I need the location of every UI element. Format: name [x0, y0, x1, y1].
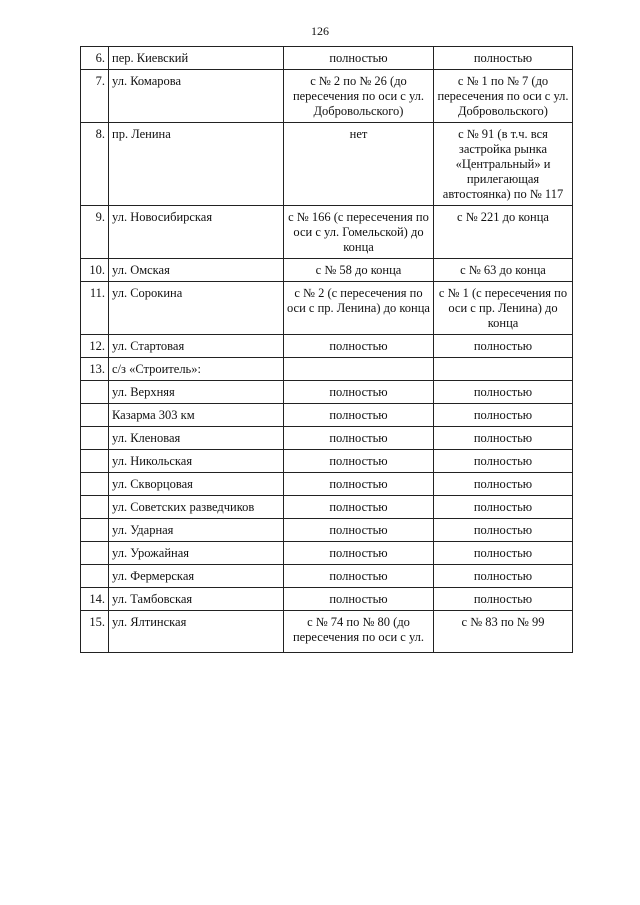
- streets-table: [80, 46, 573, 653]
- odd-side: с № 221 до конца: [434, 206, 573, 259]
- odd-side: полностью: [434, 450, 573, 473]
- table-row: [81, 427, 573, 450]
- table-row: [81, 123, 573, 206]
- row-number: [81, 473, 109, 496]
- odd-side: полностью: [434, 473, 573, 496]
- even-side: полностью: [284, 473, 434, 496]
- table-row: [81, 473, 573, 496]
- row-number: 9.: [81, 206, 109, 259]
- row-number: [81, 542, 109, 565]
- street-name: ул. Сорокина: [109, 282, 284, 335]
- odd-side: полностью: [434, 496, 573, 519]
- even-side: полностью: [284, 565, 434, 588]
- even-side: полностью: [284, 404, 434, 427]
- row-number: 8.: [81, 123, 109, 206]
- street-name: с/з «Строитель»:: [109, 358, 284, 381]
- table-row: [81, 70, 573, 123]
- even-side: с № 166 (с пересечения по оси с ул. Гомельской) до конца: [284, 206, 434, 259]
- odd-side: полностью: [434, 519, 573, 542]
- table-row: [81, 565, 573, 588]
- row-number: 10.: [81, 259, 109, 282]
- street-name: пер. Киевский: [109, 47, 284, 70]
- odd-side: полностью: [434, 47, 573, 70]
- even-side: полностью: [284, 47, 434, 70]
- street-name: ул. Урожайная: [109, 542, 284, 565]
- row-number: [81, 519, 109, 542]
- odd-side: с № 83 по № 99: [434, 611, 573, 653]
- row-number: [81, 450, 109, 473]
- even-side: с № 2 по № 26 (до пересечения по оси с ул. Добровольского): [284, 70, 434, 123]
- street-name: ул. Скворцовая: [109, 473, 284, 496]
- street-name: ул. Фермерская: [109, 565, 284, 588]
- table-row: [81, 496, 573, 519]
- table-row: [81, 611, 573, 653]
- table-row: [81, 259, 573, 282]
- odd-side: полностью: [434, 404, 573, 427]
- table-row: [81, 47, 573, 70]
- even-side: полностью: [284, 427, 434, 450]
- even-side: полностью: [284, 542, 434, 565]
- odd-side: с № 1 по № 7 (до пересечения по оси с ул. Добровольского): [434, 70, 573, 123]
- street-name: ул. Советских разведчиков: [109, 496, 284, 519]
- even-side: полностью: [284, 588, 434, 611]
- even-side: полностью: [284, 450, 434, 473]
- even-side: полностью: [284, 335, 434, 358]
- odd-side: с № 1 (с пересечения по оси с пр. Ленина) до конца: [434, 282, 573, 335]
- even-side: с № 58 до конца: [284, 259, 434, 282]
- table-row: [81, 450, 573, 473]
- street-name: ул. Новосибирская: [109, 206, 284, 259]
- street-name: ул. Кленовая: [109, 427, 284, 450]
- table-row: [81, 519, 573, 542]
- table-row: [81, 282, 573, 335]
- street-name: ул. Тамбовская: [109, 588, 284, 611]
- odd-side: полностью: [434, 427, 573, 450]
- table-row: [81, 335, 573, 358]
- table-row: [81, 358, 573, 381]
- street-name: ул. Ялтинская: [109, 611, 284, 653]
- page-number: 126: [311, 24, 329, 38]
- street-name: ул. Ударная: [109, 519, 284, 542]
- row-number: [81, 381, 109, 404]
- even-side: с № 74 по № 80 (до пересечения по оси с ул.: [284, 611, 434, 653]
- table-row: [81, 542, 573, 565]
- street-name: ул. Омская: [109, 259, 284, 282]
- row-number: 15.: [81, 611, 109, 653]
- street-name: Казарма 303 км: [109, 404, 284, 427]
- even-side: полностью: [284, 496, 434, 519]
- row-number: 6.: [81, 47, 109, 70]
- row-number: [81, 404, 109, 427]
- street-name: ул. Комарова: [109, 70, 284, 123]
- row-number: 11.: [81, 282, 109, 335]
- row-number: 12.: [81, 335, 109, 358]
- row-number: [81, 427, 109, 450]
- odd-side: с № 63 до конца: [434, 259, 573, 282]
- odd-side: полностью: [434, 542, 573, 565]
- odd-side: полностью: [434, 565, 573, 588]
- even-side: полностью: [284, 519, 434, 542]
- row-number: [81, 496, 109, 519]
- streets-table-body: [81, 47, 573, 653]
- even-side: [284, 358, 434, 381]
- even-side: нет: [284, 123, 434, 206]
- even-side: полностью: [284, 381, 434, 404]
- row-number: 13.: [81, 358, 109, 381]
- row-number: 14.: [81, 588, 109, 611]
- odd-side: полностью: [434, 381, 573, 404]
- even-side: с № 2 (с пересечения по оси с пр. Ленина) до конца: [284, 282, 434, 335]
- row-number: 7.: [81, 70, 109, 123]
- street-name: ул. Никольская: [109, 450, 284, 473]
- row-number: [81, 565, 109, 588]
- odd-side: с № 91 (в т.ч. вся застройка рынка «Центральный» и прилегающая автостоянка) по № 117: [434, 123, 573, 206]
- table-row: [81, 206, 573, 259]
- table-row: [81, 381, 573, 404]
- table-row: [81, 404, 573, 427]
- odd-side: полностью: [434, 335, 573, 358]
- street-name: ул. Верхняя: [109, 381, 284, 404]
- odd-side: полностью: [434, 588, 573, 611]
- table-row: [81, 588, 573, 611]
- odd-side: [434, 358, 573, 381]
- street-name: ул. Стартовая: [109, 335, 284, 358]
- street-name: пр. Ленина: [109, 123, 284, 206]
